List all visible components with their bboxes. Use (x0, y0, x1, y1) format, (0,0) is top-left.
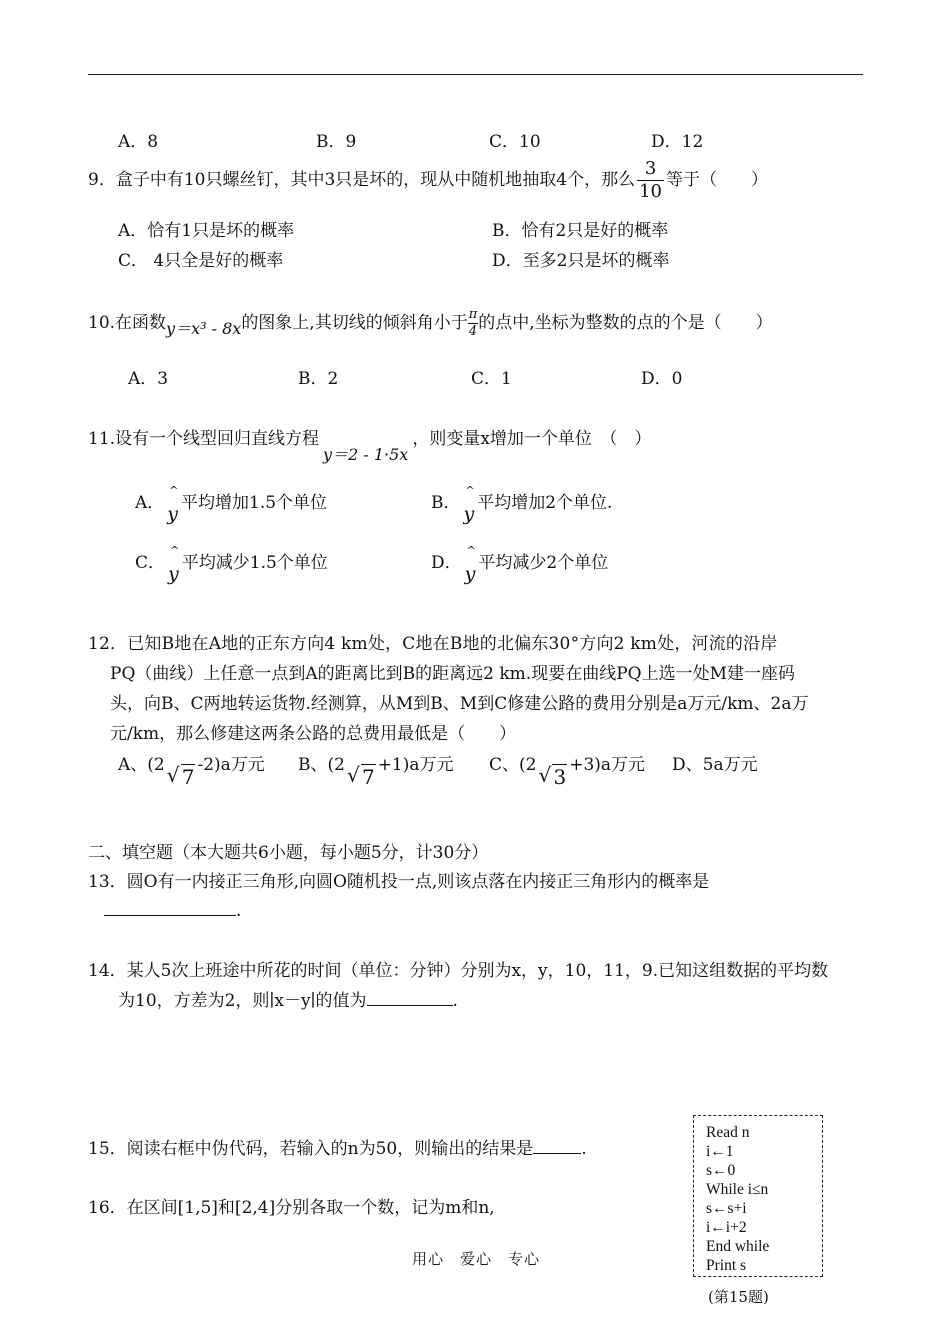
q9-option-a: A．恰有1只是坏的概率 (118, 221, 295, 241)
q14-line-2: 为10，方差为2，则∣x－y∣的值为 . (118, 986, 458, 1011)
q10-fraction: $\frac{\pi}{4}$ (468, 307, 478, 339)
q15-text: 15．阅读右框中伪代码，若输入的n为50，则输出的结果是 . (88, 1134, 587, 1159)
code-line: i←i+2 (706, 1219, 747, 1236)
code-line: Read n (706, 1124, 750, 1141)
q10-mid: 的图象上,其切线的倾斜角小于 (241, 313, 468, 333)
q8-option-d: D．12 (651, 132, 704, 152)
q14-line-1: 14．某人5次上班途中所花的时间（单位：分钟）分别为x，y，10，11，9.已知这组数据的平均数 (88, 961, 829, 981)
code-caption: (第15题) (708, 1288, 769, 1306)
q10-pre: 10.在函数 (88, 313, 167, 333)
y-hat-symbol: ^ y (464, 503, 475, 525)
q11-option-b: B．^ y 平均增加2个单位. (431, 488, 612, 525)
q11-stem (88, 424, 651, 465)
q12-option-d: D、5a万元 (672, 755, 758, 775)
q13-text: 13．圆O有一内接正三角形,向圆O随机投一点,则该点落在内接正三角形内的概率是 (88, 872, 710, 892)
section-2-heading: 二、填空题（本大题共6小题，每小题5分，计30分） (88, 843, 489, 863)
sqrt-symbol: √ 7 (167, 765, 196, 789)
q10-option-b: B．2 (298, 369, 339, 389)
sqrt-symbol: √ 3 (538, 765, 567, 789)
q8-option-a: A．8 (118, 132, 159, 152)
q9-text2: 等于（ ） (666, 170, 768, 190)
code-line: While i≤n (706, 1181, 769, 1198)
y-hat-symbol: ^ y (465, 563, 476, 585)
q13-blank (104, 897, 236, 916)
q12-line-2: PQ（曲线）上任意一点到A的距离比到B的距离远2 km.现要在曲线PQ上选一处M建一座码 (110, 664, 795, 684)
q11-pre: 11.设有一个线型回归直线方程 (88, 429, 320, 449)
q9-text: 9．盒子中有10只螺丝钉，其中3只是坏的，现从中随机地抽取4个，那么 (88, 170, 636, 190)
code-line: Print s (706, 1257, 747, 1274)
top-rule (88, 74, 863, 75)
q12-line-3: 头，向B、C两地转运货物.经测算，从M到B、M到C修建公路的费用分别是a万元/km、2a万 (110, 694, 809, 714)
q9-stem (88, 158, 768, 203)
code-line: s←0 (706, 1162, 736, 1179)
q16-text: 16．在区间[1,5]和[2,4]分别各取一个数，记为m和n, (88, 1198, 495, 1218)
q11-post: ，则变量x增加一个单位 （ ） (412, 429, 652, 449)
q10-option-d: D．0 (641, 369, 683, 389)
code-line: s←s+i (706, 1200, 747, 1217)
q10-stem (88, 307, 773, 340)
q11-option-a: A．^ y 平均增加1.5个单位 (135, 488, 327, 525)
code-line: End while (706, 1238, 770, 1255)
y-hat-symbol: ^ y (168, 563, 179, 585)
q12-option-c: C、(2√ 3 +3)a万元 (489, 750, 645, 789)
q10-function: y＝x³ - 8x (166, 319, 242, 338)
q10-post: 的点中,坐标为整数的点的个是（ ） (478, 313, 773, 333)
q11-option-d: D．^ y 平均减少2个单位 (431, 548, 608, 585)
q10-option-c: C．1 (471, 369, 512, 389)
q11-equation: y＝2 - 1·5x (323, 445, 409, 464)
q8-option-b: B．9 (316, 132, 357, 152)
q12-option-a: A、(2√ 7 -2)a万元 (118, 750, 265, 789)
q12-line-4: 元/km，那么修建这两条公路的总费用最低是（ ） (110, 724, 517, 744)
q11-option-c: C．^ y 平均减少1.5个单位 (135, 548, 328, 585)
q12-line-1: 12．已知B地在A地的正东方向4 km处，C地在B地的北偏东30°方向2 km处，河流的沿岸 (88, 634, 778, 654)
q9-option-d: D．至多2只是坏的概率 (492, 251, 670, 271)
q13-answer-line: . (104, 897, 241, 921)
q15-blank (533, 1135, 581, 1154)
page-footer: 用心 爱心 专心 (412, 1250, 541, 1268)
pseudocode-box (693, 1115, 823, 1277)
q9-option-c: C． 4只全是好的概率 (118, 251, 284, 271)
q14-blank (367, 987, 453, 1006)
q9-option-b: B．恰有2只是好的概率 (492, 221, 669, 241)
sqrt-symbol: √ 7 (347, 765, 376, 789)
code-line: i←1 (706, 1143, 734, 1160)
q9-fraction: $\frac{3}{10}$ (639, 158, 662, 202)
q10-option-a: A．3 (128, 369, 169, 389)
q12-option-b: B、(2√ 7 +1)a万元 (298, 750, 454, 789)
y-hat-symbol: ^ y (167, 503, 178, 525)
q8-option-c: C．10 (489, 132, 541, 152)
